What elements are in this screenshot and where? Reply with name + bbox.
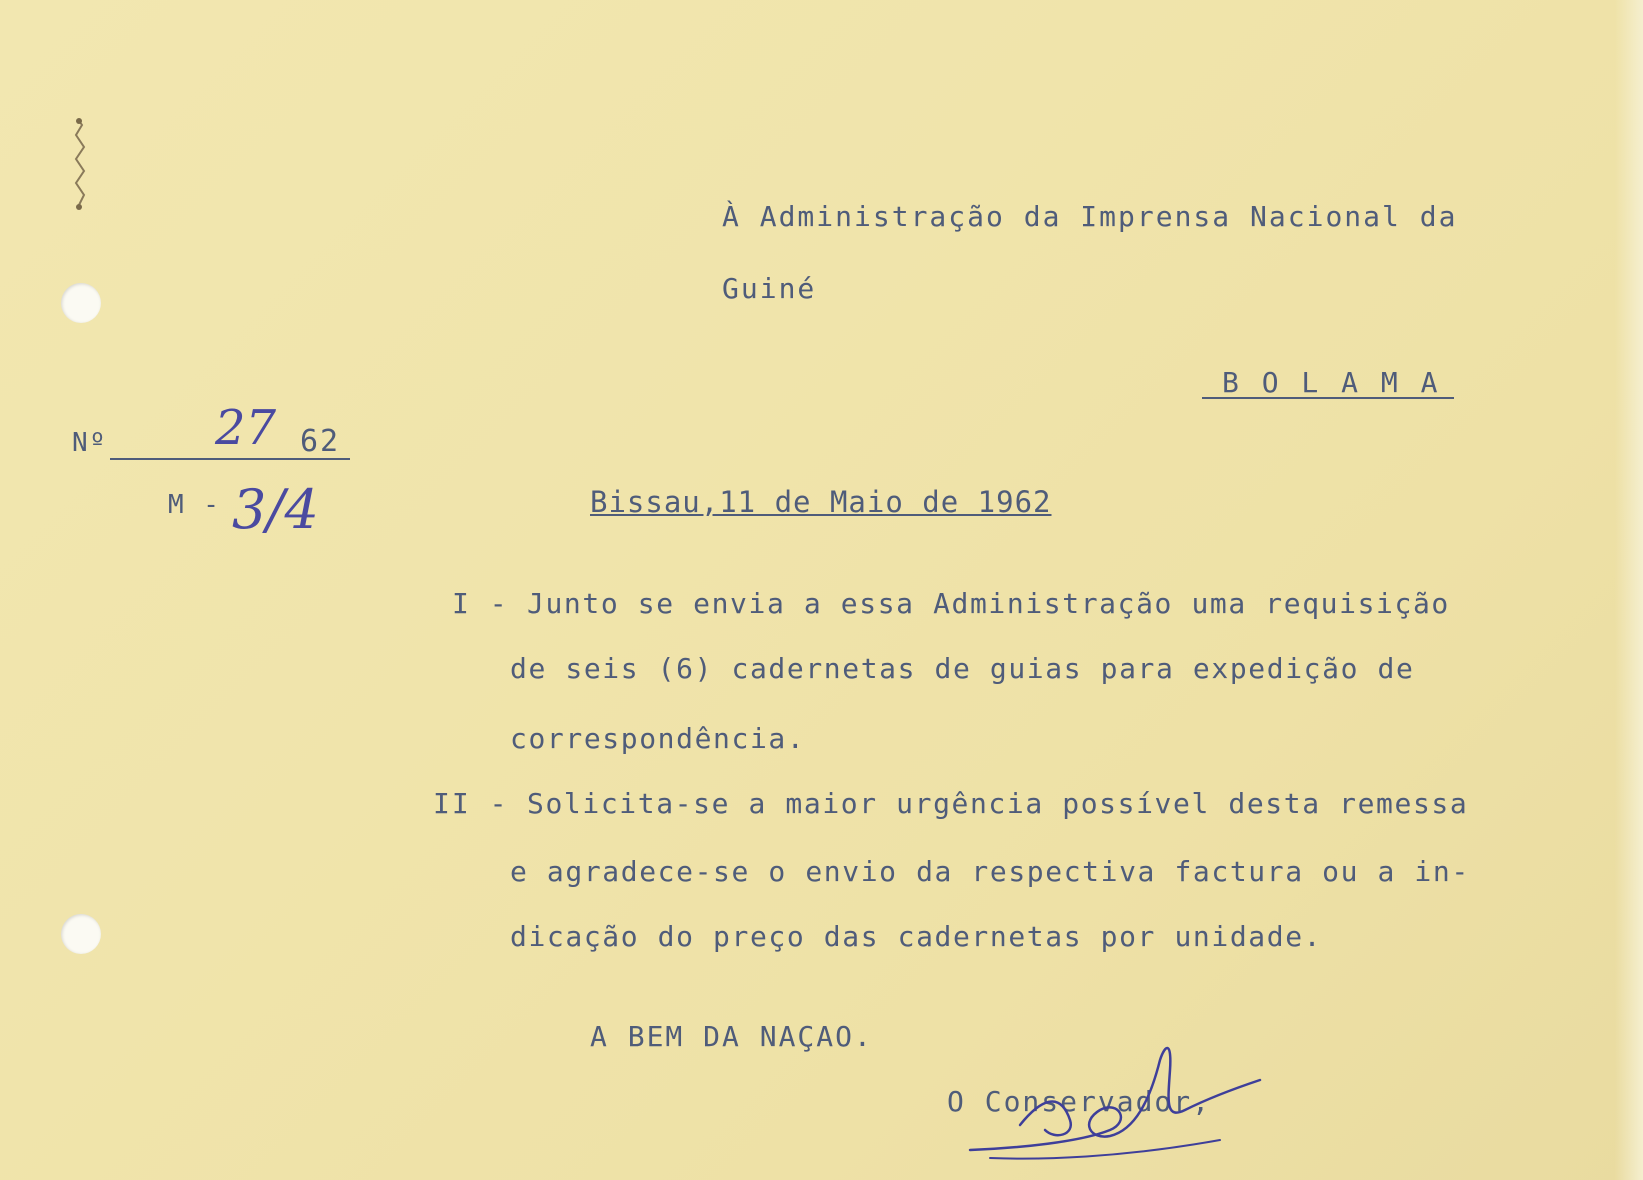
paragraph-2-line-2: e agradece-se o envio da respectiva factura ou a in-	[510, 855, 1470, 888]
file-code-handwritten: 3/4	[232, 478, 319, 541]
paragraph-1-line-3: correspondência.	[510, 722, 806, 755]
city-underline	[1202, 397, 1454, 399]
paragraph-1-line-2: de seis (6) cadernetas de guias para expedição de	[510, 652, 1415, 685]
paragraph-2-line-1: Solicita-se a maior urgência possível desta remessa	[527, 787, 1469, 820]
paragraph-2-line-3: dicação do preço das cadernetas por unidade.	[510, 920, 1323, 953]
reference-number-label: Nº	[72, 428, 108, 458]
staple-icon	[70, 115, 90, 215]
file-code-label: M -	[168, 490, 221, 520]
closing-formula: A BEM DA NAÇAO.	[590, 1020, 873, 1053]
signatory-title: O Conservador,	[947, 1085, 1212, 1118]
paragraph-1-line-1: Junto se envia a essa Administração uma requisição	[527, 587, 1450, 620]
paragraph-1-numeral: I -	[452, 587, 509, 620]
addressee-line-1: À Administração da Imprensa Nacional da	[722, 200, 1458, 233]
handwritten-signature	[960, 1030, 1280, 1170]
addressee-city: B O L A M A	[1222, 366, 1441, 399]
reference-number-handwritten: 27	[215, 400, 277, 456]
punch-hole-top	[61, 283, 101, 323]
reference-number-year: 62	[300, 424, 341, 459]
addressee-line-2: Guiné	[722, 272, 817, 305]
dateline: Bissau,11 de Maio de 1962	[590, 485, 1052, 519]
reference-number-underline	[110, 458, 350, 460]
punch-hole-bottom	[61, 914, 101, 954]
paragraph-2-numeral: II -	[433, 787, 509, 820]
